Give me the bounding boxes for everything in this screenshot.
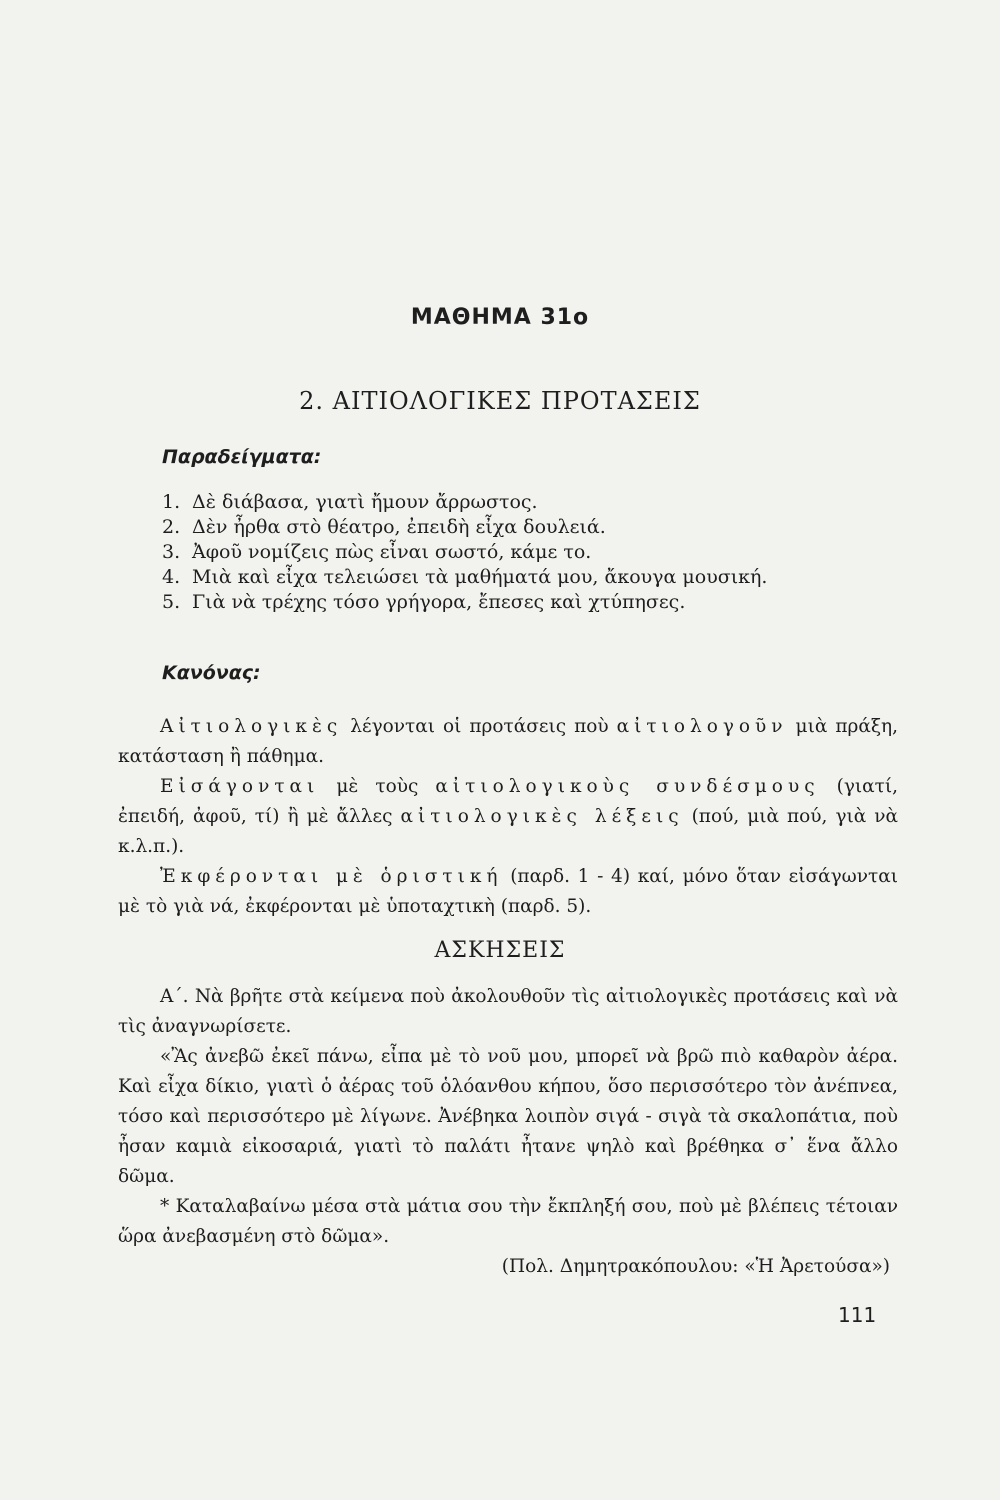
list-item <box>162 565 902 590</box>
example-text: Δὲ διάβασα, γιατὶ ἤμουν ἄρρωστος. <box>192 491 538 513</box>
example-number: 5. <box>162 591 181 613</box>
list-item <box>162 515 902 540</box>
spaced-term: Εἰσάγονται <box>160 776 320 797</box>
example-text: Ἀφοῦ νομίζεις πὼς εἶναι σωστό, κάμε το. <box>192 541 592 563</box>
list-item <box>162 590 902 615</box>
exercises-title: ΑΣΚΗΣΕΙΣ <box>434 938 566 963</box>
rule-text-span: λέγονται οἱ προτάσεις ποὺ <box>342 716 617 737</box>
spaced-term: Ἐκφέρονται μὲ ὁριστική <box>160 866 503 887</box>
example-number: 4. <box>162 566 181 588</box>
rule-text-span: μὲ τοὺς <box>319 776 436 797</box>
example-text: Δὲν ἦρθα στὸ θέατρο, ἐπειδὴ εἶχα δουλειά. <box>192 516 606 538</box>
section-title: 2. ΑΙΤΙΟΛΟΓΙΚΕΣ ΠΡΟΤΑΣΕΙΣ <box>299 387 701 415</box>
example-text: Γιὰ νὰ τρέχης τόσο γρήγορα, ἔπεσες καὶ χτύπησες. <box>192 591 686 613</box>
rule-text-span: (παρδ. 1 - 4) καί, μόνο ὅταν εἰσάγωνται μὲ τὸ γιὰ νά, ἐκφέρονται μὲ ὑποταχτικὴ (παρδ. 5). <box>118 866 898 917</box>
passage-paragraph: «Ἂς ἀνεβῶ ἐκεῖ πάνω, εἶπα μὲ τὸ νοῦ μου, μπορεῖ νὰ βρῶ πιὸ καθαρὸν ἀέρα. Καὶ εἶχα δίκιο, γιατὶ ὁ ἀέρας τοῦ ὁλόανθου κήπου, ὅσο περισσότερο τὸν ἀνέπνεα, τόσο καὶ περισσότερο μὲ λίγωνε. Ἀνέβηκα λοιπὸν σιγά - σιγὰ τὰ σκαλοπάτια, ποὺ ἦσαν καμιὰ εἰκοσαριά, γιατὶ τὸ παλάτι ἦτανε ψηλὸ καὶ βρέθηκα σ᾿ ἕνα ἄλλο δῶμα. <box>118 1046 898 1187</box>
example-text: Μιὰ καὶ εἶχα τελειώσει τὰ μαθήματά μου, ἄκουγα μουσική. <box>192 566 768 588</box>
example-number: 3. <box>162 541 181 563</box>
rule-text-span: (γιατί, ἐπειδή, ἀφοῦ, τί) ἢ μὲ ἄλλες <box>118 776 899 827</box>
spaced-term: Αἰτιολογικὲς <box>160 716 343 737</box>
rule-heading: Κανόνας: <box>162 662 261 684</box>
list-item <box>162 490 902 515</box>
rule-paragraph <box>118 862 898 922</box>
spaced-term: αἰτιολογοῦν <box>616 716 788 737</box>
rule-paragraph <box>118 772 898 862</box>
spaced-term: αἰτιολογικὲς λέξεις <box>400 806 684 827</box>
bleed-through-text <box>110 120 900 288</box>
rule-paragraph <box>118 712 898 772</box>
rule-text-span: (πού, μιὰ πού, γιὰ νὰ κ.λ.π.). <box>118 806 899 857</box>
rule-text <box>118 712 898 922</box>
rule-text-span: μιὰ πράξη, κατάσταση ἢ πάθημα. <box>118 716 898 767</box>
example-number: 2. <box>162 516 181 538</box>
passage-source: (Πολ. Δημητρακόπουλου: «Ἡ Ἀρετούσα») <box>501 1256 890 1277</box>
spaced-term: αἰτιολογικοὺς συνδέσμους <box>435 776 820 797</box>
page-number: 111 <box>838 1303 877 1327</box>
exercise-instruction: Α΄. Νὰ βρῆτε στὰ κείμενα ποὺ ἀκολουθοῦν τὶς αἰτιολογικὲς προτάσεις καὶ νὰ τὶς ἀναγνωρίσετε. <box>118 986 898 1037</box>
lesson-title: ΜΑΘΗΜΑ 31ο <box>410 305 590 330</box>
example-number: 1. <box>162 491 181 513</box>
list-item <box>162 540 902 565</box>
passage-paragraph: * Καταλαβαίνω μέσα στὰ μάτια σου τὴν ἔκπληξή σου, ποὺ μὲ βλέπεις τέτοιαν ὥρα ἀνεβασμένη στὸ δῶμα». <box>118 1196 898 1247</box>
exercises-text <box>118 982 898 1282</box>
examples-heading: Παραδείγματα: <box>162 446 322 468</box>
examples-list <box>162 490 902 615</box>
